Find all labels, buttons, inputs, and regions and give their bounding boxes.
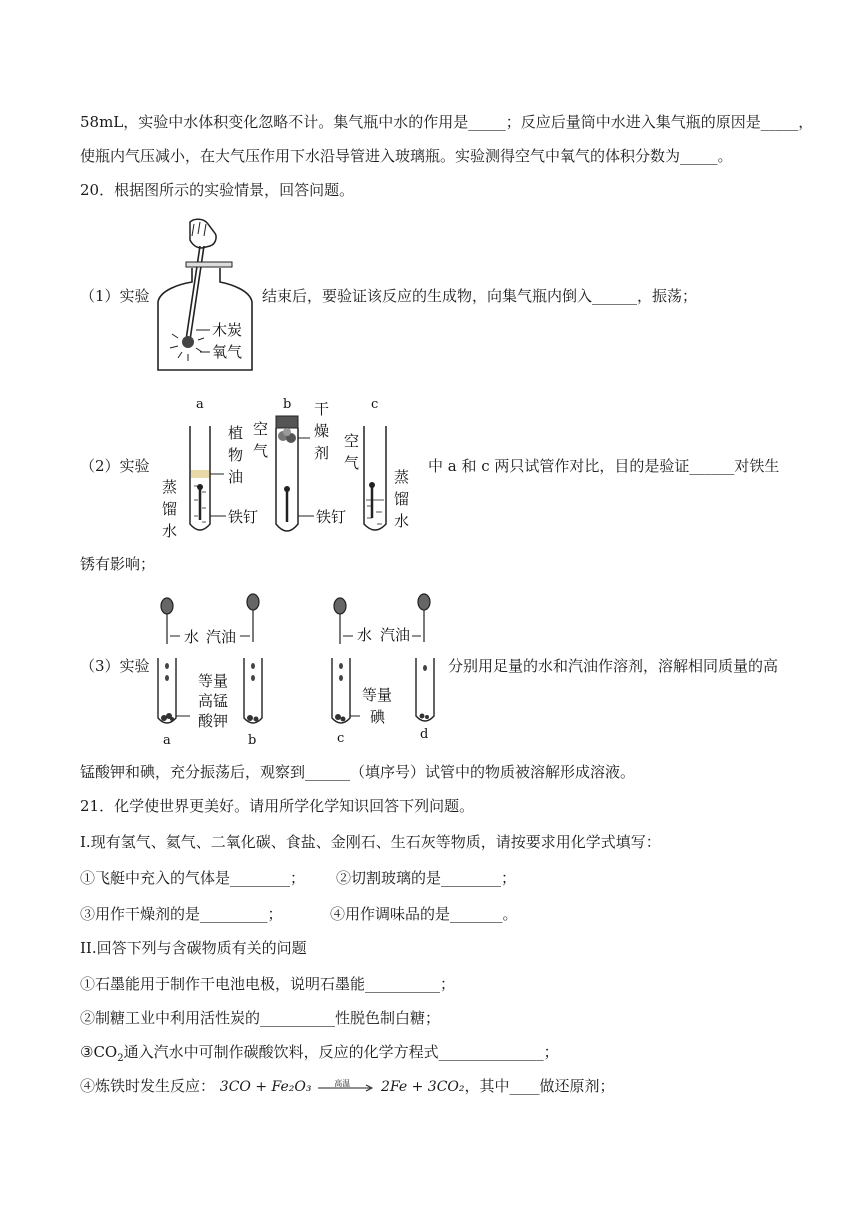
q21-part2-stem: II.回答下列与含碳物质有关的问题 — [80, 939, 307, 957]
q20-p3-prefix: （3）实验 — [80, 657, 150, 675]
desiccant-label-3: 剂 — [314, 444, 330, 462]
air-label-b-1: 空 — [253, 420, 269, 438]
distilled-water-label-a-1: 蒸 — [162, 478, 178, 496]
nail-label-a: 铁钉 — [228, 508, 259, 526]
iodine-label-1: 等量 — [362, 686, 393, 704]
gasoline-label-right: 汽油 — [380, 626, 411, 644]
q21-ii1: ①石墨能用于制作干电池电极，说明石墨能__________； — [80, 975, 456, 993]
desiccant-label-1: 干 — [314, 400, 330, 418]
q21-i2: ②切割玻璃的是________； — [336, 869, 517, 887]
q19-line1: 58mL，实验中水体积变化忽略不计。集气瓶中水的作用是_____；反应后量筒中水进入集气瓶的原因是_____， — [80, 113, 814, 131]
q19-line2: 使瓶内气压减小，在大气压作用下水沿导管进入玻璃瓶。实验测得空气中氧气的体积分数为_____。 — [80, 147, 733, 165]
desiccant-label-2: 燥 — [314, 422, 330, 440]
q20-p2-suffix: 中 a 和 c 两只试管作对比，目的是验证______对铁生 — [428, 457, 780, 475]
tube-letter-a: a — [196, 397, 204, 412]
kmno4-label-2: 高锰 — [198, 692, 229, 710]
equation-left: 3CO + Fe₂O₃ — [219, 1079, 312, 1095]
q21-ii3: $③CO_2$通入汽水中可制作碳酸饮料，反应的化学方程式______________； — [80, 1043, 559, 1064]
distilled-water-label-c-1: 蒸 — [394, 468, 410, 486]
q20-p2-cont: 锈有影响； — [80, 555, 156, 573]
solubility-figure — [150, 592, 442, 748]
nail-label-b: 铁钉 — [316, 508, 347, 526]
q21-ii4: ④炼铁时发生反应： 3CO + Fe₂O₃ 高温 2Fe + 3CO₂，其中____做还原剂； — [80, 1077, 615, 1095]
tube-letter-3c: c — [337, 731, 345, 746]
air-label-b-2: 气 — [253, 442, 269, 460]
distilled-water-label-a-2: 馏 — [162, 500, 178, 518]
air-label-c-2: 气 — [344, 454, 360, 472]
tube-letter-3a: a — [163, 733, 171, 748]
tube-letter-3b: b — [248, 733, 257, 748]
q20-stem: 20．根据图所示的实验情景，回答问题。 — [80, 181, 355, 199]
tube-letter-3d: d — [420, 727, 429, 742]
equation-right: 2Fe + 3CO₂ — [381, 1079, 465, 1095]
q21-part1-stem: I.现有氢气、氦气、二氧化碳、食盐、金刚石、生石灰等物质，请按要求用化学式填写： — [80, 833, 661, 851]
oil-label-1: 植 — [228, 424, 244, 442]
distilled-water-label-a-3: 水 — [162, 522, 178, 540]
oil-label-2: 物 — [228, 446, 244, 464]
water-label-left: 水 — [184, 628, 200, 646]
reaction-arrow: 高温 — [316, 1080, 376, 1094]
tube-letter-c: c — [371, 397, 379, 412]
q20-p3-suffix: 分别用足量的水和汽油作溶剂，溶解相同质量的高 — [448, 657, 779, 675]
q20-p3-cont: 锰酸钾和碘，充分振荡后，观察到______（填序号）试管中的物质被溶解形成溶液。 — [80, 763, 636, 781]
distilled-water-label-c-2: 馏 — [394, 490, 410, 508]
q21-i1: ①飞艇中充入的气体是________； — [80, 869, 306, 887]
tube-letter-b: b — [283, 397, 292, 412]
q21-stem: 21．化学使世界更美好。请用所学化学知识回答下列问题。 — [80, 797, 475, 815]
oil-label-3: 油 — [228, 468, 244, 486]
distilled-water-label-c-3: 水 — [394, 512, 410, 530]
iron-rust-figure — [158, 394, 420, 544]
gasoline-label-left: 汽油 — [206, 628, 237, 646]
q20-p2-prefix: （2）实验 — [80, 457, 150, 475]
q20-p1-suffix: 结束后，要验证该反应的生成物，向集气瓶内倒入______，振荡； — [262, 287, 698, 305]
q21-ii2: ②制糖工业中利用活性炭的__________性脱色制白糖； — [80, 1009, 441, 1027]
charcoal-oxygen-figure — [150, 218, 260, 376]
water-label-right: 水 — [357, 626, 373, 644]
iodine-label-2: 碘 — [370, 708, 386, 726]
q21-i3: ③用作干燥剂的是_________； — [80, 905, 283, 923]
kmno4-label-1: 等量 — [198, 672, 229, 690]
q21-i4: ④用作调味品的是_______。 — [330, 905, 518, 923]
oxygen-label: 氧气 — [212, 343, 243, 361]
kmno4-label-3: 酸钾 — [198, 712, 229, 730]
air-label-c-1: 空 — [344, 432, 360, 450]
charcoal-label: 木炭 — [212, 321, 243, 339]
q20-p1-prefix: （1）实验 — [80, 287, 150, 305]
